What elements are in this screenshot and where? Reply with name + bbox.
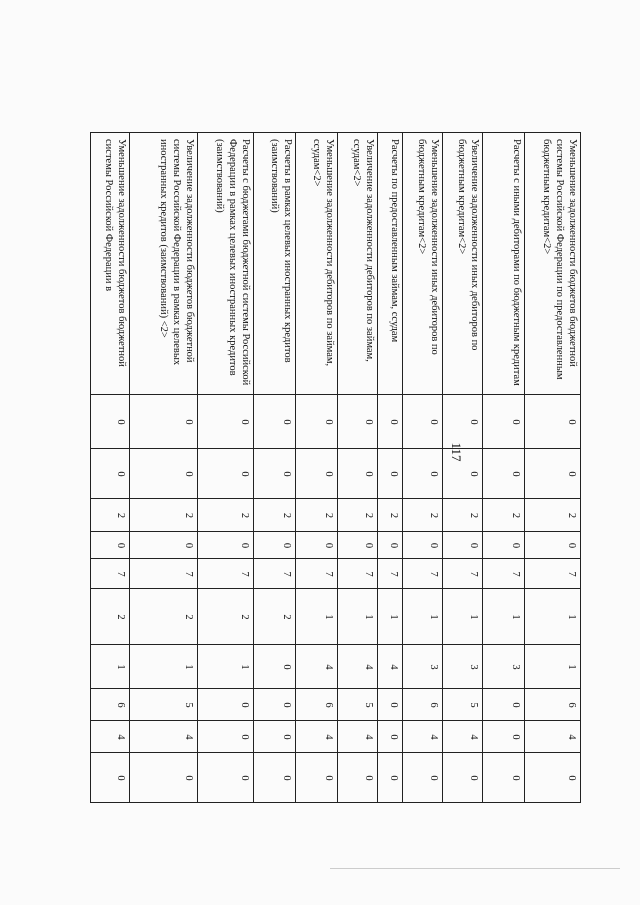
cell-code-8: 0: [525, 753, 581, 803]
cell-code-7: 4: [403, 721, 443, 753]
cell-c2: 0: [198, 449, 254, 499]
cell-code-7: 4: [525, 721, 581, 753]
cell-c2: 0: [483, 449, 525, 499]
cell-code-1: 2: [130, 499, 198, 532]
cell-code-2: 0: [483, 532, 525, 559]
table-wrapper: [91, 132, 581, 802]
cell-code-5: 4: [378, 645, 403, 689]
cell-code-5: 3: [483, 645, 525, 689]
cell-c1: 0: [443, 395, 483, 449]
cell-code-2: 0: [91, 532, 130, 559]
cell-code-5: 1: [525, 645, 581, 689]
cell-code-6: 5: [130, 689, 198, 721]
row-name: Увеличение задолженности бюджетов бюджетной системы Российской Федерации в рамках целевых иностранных кредитов (заимствований) <2>: [130, 133, 198, 395]
table-row: [91, 133, 130, 803]
cell-code-2: 0: [198, 532, 254, 559]
cell-code-1: 2: [198, 499, 254, 532]
cell-code-1: 2: [483, 499, 525, 532]
table-row: [338, 133, 378, 803]
cell-c1: 0: [378, 395, 403, 449]
cell-code-3: 7: [378, 559, 403, 589]
scan-edge-line: [330, 868, 620, 869]
table-row: [483, 133, 525, 803]
cell-code-8: 0: [254, 753, 296, 803]
cell-code-6: 6: [296, 689, 338, 721]
table-row: [254, 133, 296, 803]
cell-code-7: 4: [130, 721, 198, 753]
cell-code-3: 7: [338, 559, 378, 589]
cell-code-4: 2: [130, 589, 198, 645]
cell-code-3: 7: [130, 559, 198, 589]
cell-code-2: 0: [130, 532, 198, 559]
cell-code-4: 1: [525, 589, 581, 645]
cell-code-8: 0: [443, 753, 483, 803]
cell-code-4: 2: [198, 589, 254, 645]
cell-code-2: 0: [525, 532, 581, 559]
cell-code-3: 7: [254, 559, 296, 589]
cell-c1: 0: [338, 395, 378, 449]
cell-code-4: 2: [254, 589, 296, 645]
cell-code-8: 0: [296, 753, 338, 803]
cell-c2: 0: [378, 449, 403, 499]
cell-code-4: 1: [403, 589, 443, 645]
cell-code-7: 0: [198, 721, 254, 753]
cell-code-2: 0: [338, 532, 378, 559]
cell-code-1: 2: [443, 499, 483, 532]
cell-code-2: 0: [296, 532, 338, 559]
rotated-table-container: [91, 132, 581, 802]
cell-code-8: 0: [130, 753, 198, 803]
cell-c2: 0: [338, 449, 378, 499]
cell-c1: 0: [254, 395, 296, 449]
row-name: Увеличение задолженности иных дебиторов по бюджетным кредитам<2>: [443, 133, 483, 395]
cell-code-7: 0: [254, 721, 296, 753]
cell-code-5: 1: [91, 645, 130, 689]
cell-c2: 0: [403, 449, 443, 499]
row-name: Уменьшение задолженности бюджетов бюджетной системы Российской Федерации по предоставленным бюджетным кредитам<2>: [525, 133, 581, 395]
cell-code-5: 4: [296, 645, 338, 689]
cell-code-5: 1: [130, 645, 198, 689]
row-name: Увеличение задолженности дебиторов по займам, ссудам<2>: [338, 133, 378, 395]
cell-c2: 0: [254, 449, 296, 499]
cell-code-4: 1: [296, 589, 338, 645]
cell-code-1: 2: [91, 499, 130, 532]
row-name: Уменьшение задолженности дебиторов по займам, ссудам<2>: [296, 133, 338, 395]
cell-code-3: 7: [443, 559, 483, 589]
cell-code-6: 6: [525, 689, 581, 721]
cell-c2: 0: [443, 449, 483, 499]
table-row: [198, 133, 254, 803]
table-row: [296, 133, 338, 803]
cell-code-8: 0: [198, 753, 254, 803]
cell-code-5: 3: [403, 645, 443, 689]
cell-c2: 0: [91, 449, 130, 499]
cell-code-6: 0: [378, 689, 403, 721]
cell-code-8: 0: [403, 753, 443, 803]
cell-c1: 0: [403, 395, 443, 449]
cell-code-2: 0: [254, 532, 296, 559]
cell-code-3: 7: [296, 559, 338, 589]
row-name: Расчеты в рамках целевых иностранных кредитов (заимствований): [254, 133, 296, 395]
cell-code-6: 0: [198, 689, 254, 721]
cell-code-6: 6: [91, 689, 130, 721]
cell-c1: 0: [198, 395, 254, 449]
cell-code-3: 7: [91, 559, 130, 589]
cell-code-4: 1: [483, 589, 525, 645]
cell-code-8: 0: [378, 753, 403, 803]
cell-c1: 0: [296, 395, 338, 449]
cell-code-7: 4: [338, 721, 378, 753]
cell-code-5: 4: [338, 645, 378, 689]
cell-code-5: 3: [443, 645, 483, 689]
cell-code-1: 2: [403, 499, 443, 532]
cell-c1: 0: [525, 395, 581, 449]
cell-code-8: 0: [91, 753, 130, 803]
table-row: [525, 133, 581, 803]
cell-code-4: 2: [91, 589, 130, 645]
cell-code-2: 0: [443, 532, 483, 559]
cell-code-2: 0: [403, 532, 443, 559]
cell-c2: 0: [525, 449, 581, 499]
cell-code-7: 0: [378, 721, 403, 753]
cell-c2: 0: [130, 449, 198, 499]
accounts-table: [90, 132, 581, 803]
row-name: Уменьшение задолженности бюджетов бюджетной системы Российской Федерации в: [91, 133, 130, 395]
page-number: 117: [449, 442, 464, 462]
cell-c1: 0: [483, 395, 525, 449]
row-name: Расчеты по предоставленным займам, ссудам: [378, 133, 403, 395]
cell-code-4: 1: [443, 589, 483, 645]
cell-c1: 0: [130, 395, 198, 449]
cell-code-7: 4: [91, 721, 130, 753]
cell-code-6: 5: [443, 689, 483, 721]
cell-code-5: 0: [254, 645, 296, 689]
cell-code-7: 4: [443, 721, 483, 753]
table-row: [443, 133, 483, 803]
cell-c1: 0: [91, 395, 130, 449]
table-row: [130, 133, 198, 803]
cell-code-7: 0: [483, 721, 525, 753]
cell-code-3: 7: [198, 559, 254, 589]
cell-code-6: 0: [483, 689, 525, 721]
cell-c2: 0: [296, 449, 338, 499]
table-row: [378, 133, 403, 803]
row-name: Уменьшение задолженности иных дебиторов по бюджетным кредитам<2>: [403, 133, 443, 395]
cell-code-2: 0: [378, 532, 403, 559]
cell-code-1: 2: [378, 499, 403, 532]
cell-code-4: 1: [338, 589, 378, 645]
cell-code-3: 7: [403, 559, 443, 589]
cell-code-3: 7: [483, 559, 525, 589]
cell-code-4: 1: [378, 589, 403, 645]
row-name: Расчеты с бюджетами бюджетной системы Российской Федерации в рамках целевых иностранных кредитов (заимствований): [198, 133, 254, 395]
cell-code-3: 7: [525, 559, 581, 589]
cell-code-5: 1: [198, 645, 254, 689]
cell-code-1: 2: [525, 499, 581, 532]
cell-code-6: 6: [403, 689, 443, 721]
cell-code-8: 0: [483, 753, 525, 803]
cell-code-8: 0: [338, 753, 378, 803]
cell-code-6: 0: [254, 689, 296, 721]
row-name: Расчеты с иными дебиторами по бюджетным кредитам: [483, 133, 525, 395]
cell-code-1: 2: [296, 499, 338, 532]
cell-code-7: 4: [296, 721, 338, 753]
cell-code-1: 2: [254, 499, 296, 532]
cell-code-1: 2: [338, 499, 378, 532]
table-row: [403, 133, 443, 803]
cell-code-6: 5: [338, 689, 378, 721]
